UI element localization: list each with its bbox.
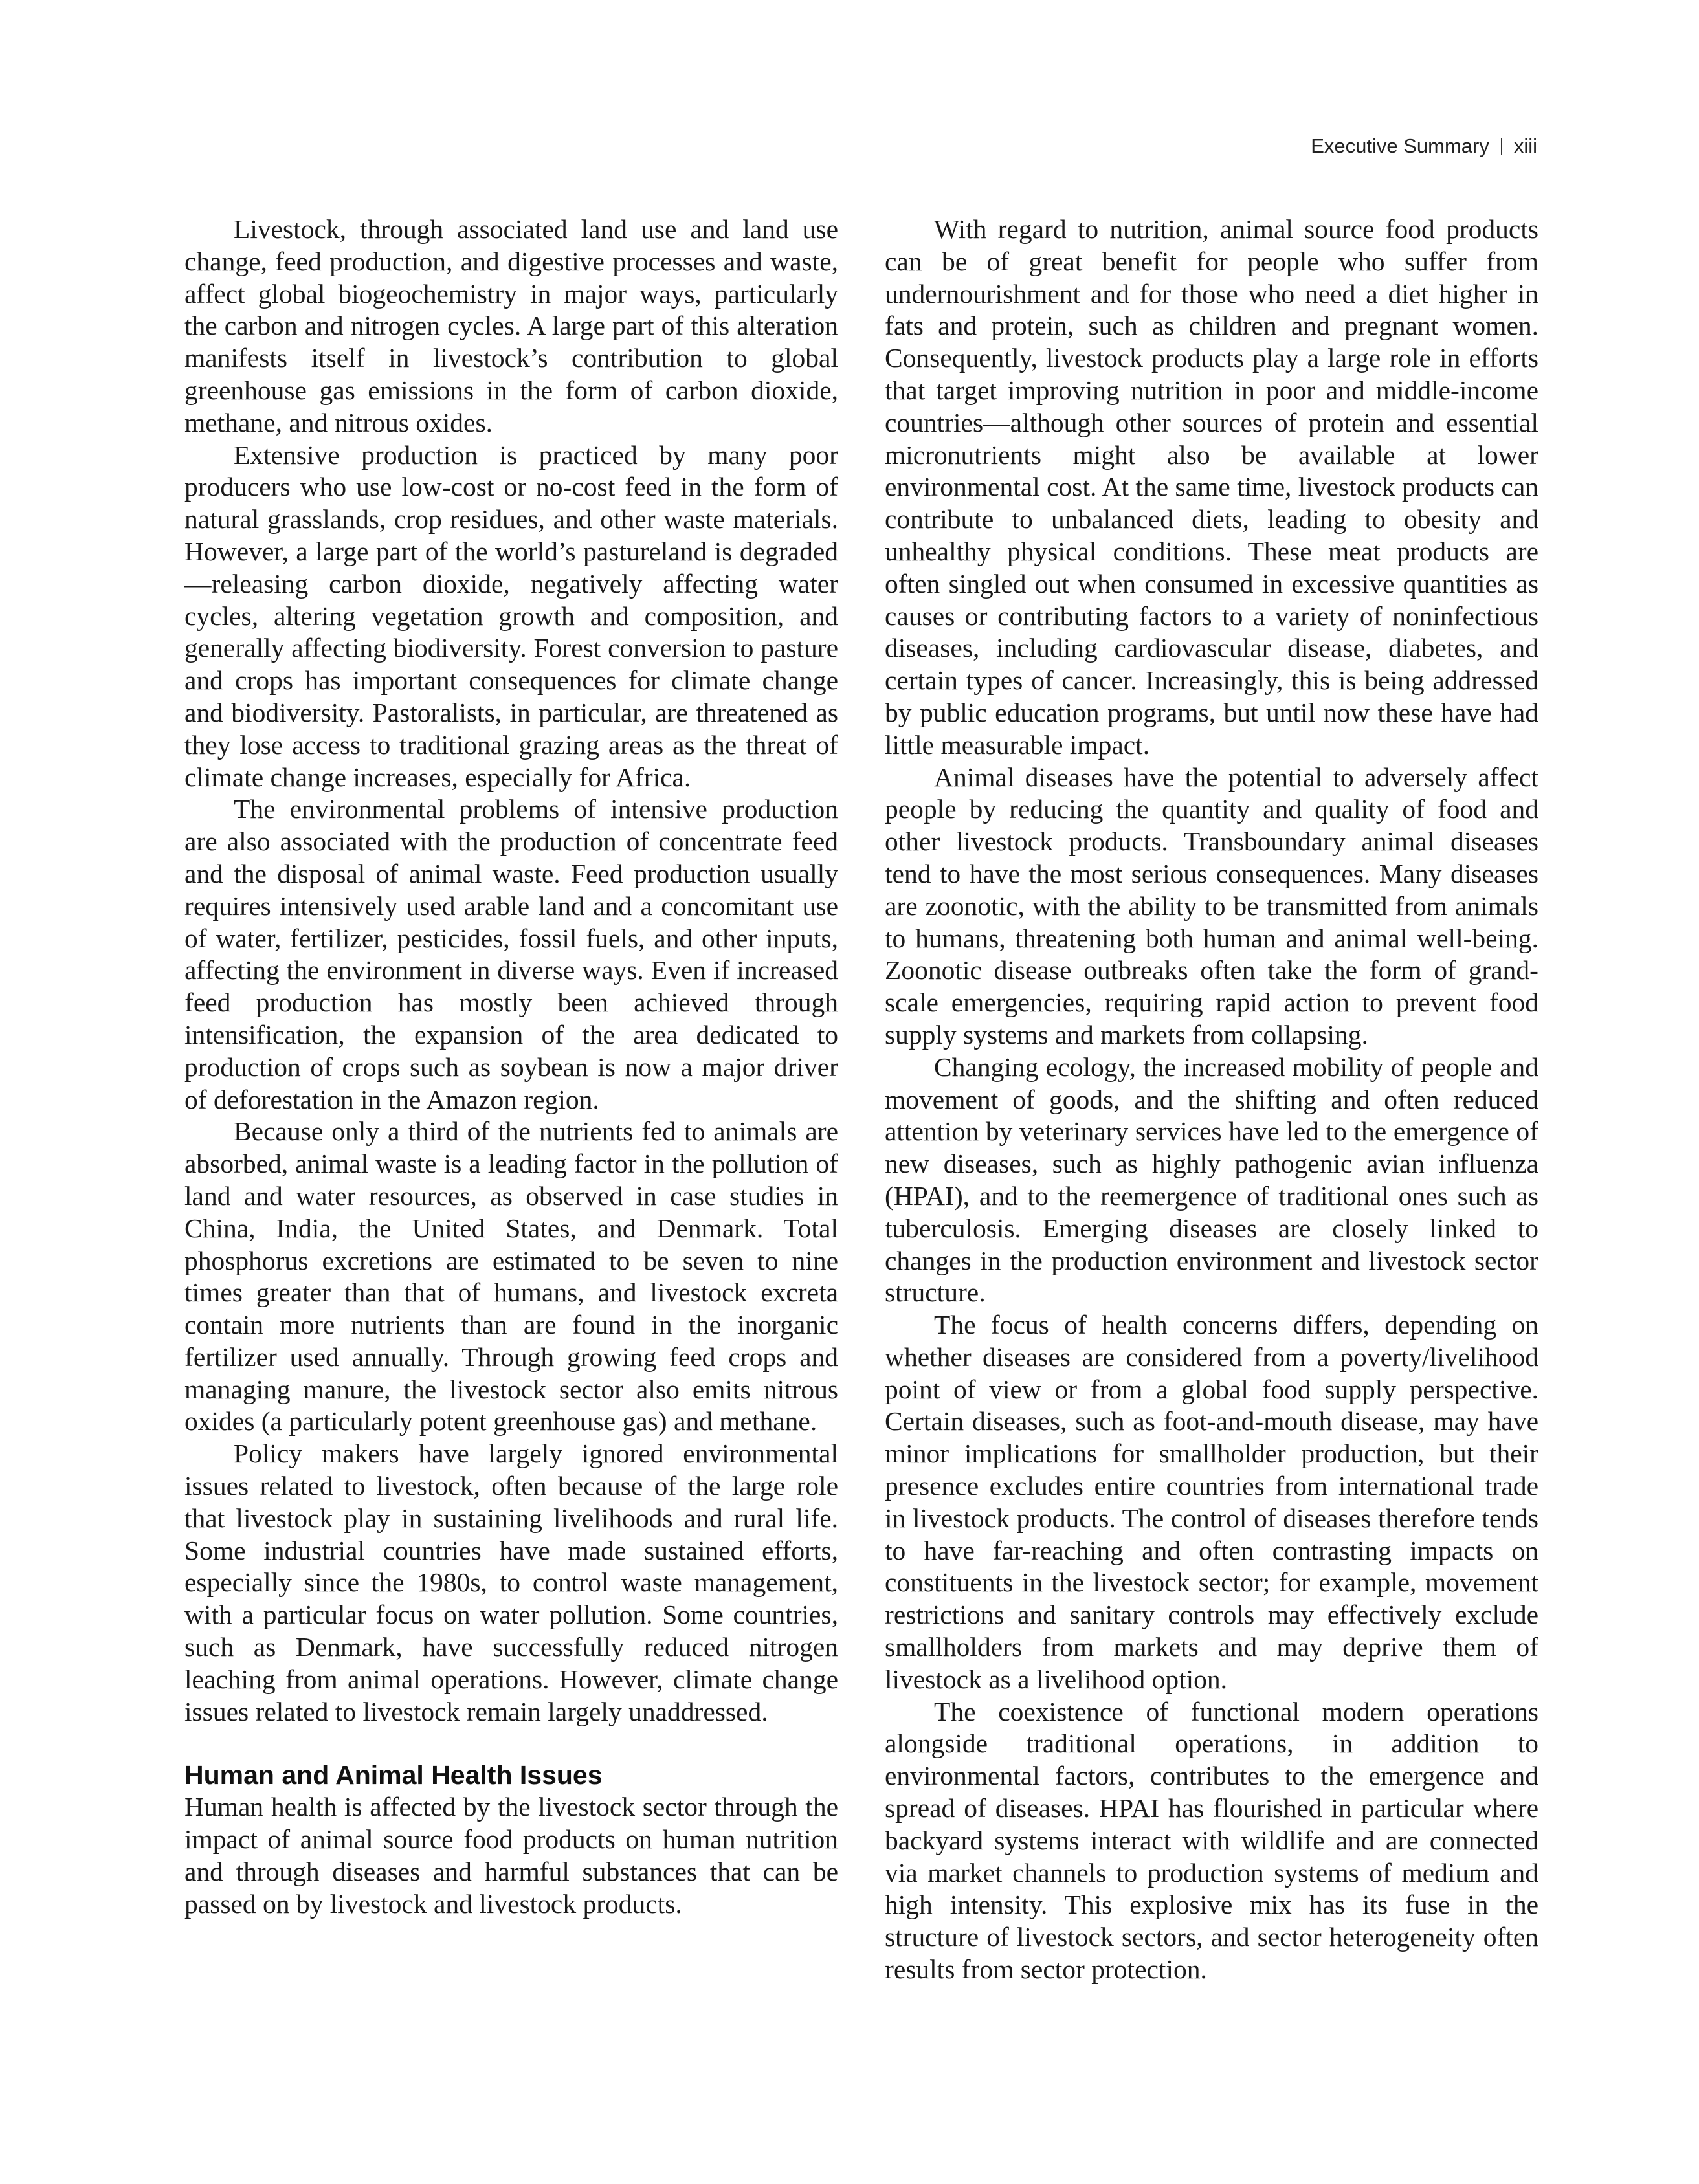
page-number: xiii [1513,135,1537,157]
left-column [184,214,838,1921]
paragraph: The environmental problems of intensive production are also associated with the production of concentrate feed and the disposal of animal waste. Feed production usually requires intensively used arable land and a concomitant use of water, fertilizer, pesticides, fossil fuels, and other inputs, affecting the environment in diverse ways. Even if increased feed production has mostly been achieved through intensification, the expansion of the area dedicated to production of crops such as soybean is now a major driver of deforestation in the Amazon region. [184,794,838,1114]
paragraph: Because only a third of the nutrients fed to animals are absorbed, animal waste is a leading factor in the pollution of land and water resources, as observed in case studies in China, India, the United States, and Denmark. Total phosphorus excretions are estimated to be seven to nine times greater than that of humans, and livestock excreta contain more nutrients than are found in the inorganic fertilizer used annually. Through growing feed crops and managing manure, the livestock sector also emits nitrous oxides (a particularly potent greenhouse gas) and methane. [184,1116,838,1437]
right-column [885,214,1538,1986]
paragraph: Policy makers have largely ignored environmental issues related to livestock, often because of the large role that livestock play in sustaining livelihoods and rural life. Some industrial countries have made sustained efforts, especially since the 1980s, to control waste management, with a particular focus on water pollution. Some countries, such as Denmark, have successfully reduced nitrogen leaching from animal operations. However, climate change issues related to livestock remain largely unaddressed. [184,1439,838,1726]
paragraph: Changing ecology, the increased mobility of people and movement of goods, and the shifting and often reduced attention by veterinary services have led to the emergence of new diseases, such as highly pathogenic avian influenza (HPAI), and to the reemergence of traditional ones such as tuberculosis. Emerging diseases are closely linked to changes in the production environment and livestock sector structure. [885,1052,1538,1308]
section-heading: Human and Animal Health Issues [184,1760,603,1791]
header-separator [1501,138,1502,155]
paragraph: Human health is affected by the livestock sector through the impact of animal source food products on human nutrition and through diseases and harmful substances that can be passed on by livestock and livestock products. [184,1792,838,1919]
paragraph: Animal diseases have the potential to adversely affect people by reducing the quantity and quality of food and other livestock products. Transboundary animal diseases tend to have the most serious consequences. Many diseases are zoonotic, with the ability to be transmitted from animals to humans, threatening both human and animal well-being. Zoonotic disease outbreaks often take the form of grand-scale emergencies, requiring rapid action to prevent food supply systems and markets from collapsing. [885,762,1538,1050]
running-head [1311,135,1537,158]
paragraph: Livestock, through associated land use and land use change, feed production, and digestive processes and waste, affect global biogeochemistry in major ways, particularly the carbon and nitrogen cycles. A large part of this alteration manifests itself in livestock’s contribution to global greenhouse gas emissions in the form of carbon dioxide, methane, and nitrous oxides. [184,214,838,437]
section-title: Executive Summary [1311,135,1489,157]
paragraph: With regard to nutrition, animal source food products can be of great benefit for people who suffer from undernourishment and for those who need a diet higher in fats and protein, such as children and pregnant women. Consequently, livestock products play a large role in efforts that target improving nutrition in poor and middle-income countries—although other sources of protein and essential micronutrients might also be available at lower environmental cost. At the same time, livestock products can contribute to unbalanced diets, leading to obesity and unhealthy physical conditions. These meat products are often singled out when consumed in excessive quantities as causes or contributing factors to a variety of noninfectious diseases, including cardiovascular disease, diabetes, and certain types of cancer. Increasingly, this is being addressed by public education programs, but until now these have had little measurable impact. [885,214,1538,760]
paragraph: The focus of health concerns differs, depending on whether diseases are considered from a poverty/livelihood point of view or from a global food supply perspective. Certain diseases, such as foot-and-mouth disease, may have minor implications for smallholder production, but their presence excludes entire countries from international trade in livestock products. The control of diseases therefore tends to have far-reaching and often contrasting impacts on constituents in the livestock sector; for example, movement restrictions and sanitary controls may effectively exclude smallholders from markets and may deprive them of livestock as a livelihood option. [885,1310,1538,1694]
paragraph: The coexistence of functional modern operations alongside traditional operations, in addition to environmental factors, contributes to the emergence and spread of diseases. HPAI has flourished in particular where backyard systems interact with wildlife and are connected via market channels to production systems of medium and high intensity. This explosive mix has its fuse in the structure of livestock sectors, and sector heterogeneity often results from sector protection. [885,1696,1538,1985]
paragraph: Extensive production is practiced by many poor producers who use low-cost or no-cost feed in the form of natural grasslands, crop residues, and other waste materials. However, a large part of the world’s pastureland is degraded—releasing carbon dioxide, negatively affecting water cycles, altering vegetation growth and composition, and generally affecting biodiversity. Forest conversion to pasture and crops has important consequences for climate change and biodiversity. Pastoralists, in particular, are threatened as they lose access to traditional grazing areas as the threat of climate change increases, especially for Africa. [184,439,838,792]
